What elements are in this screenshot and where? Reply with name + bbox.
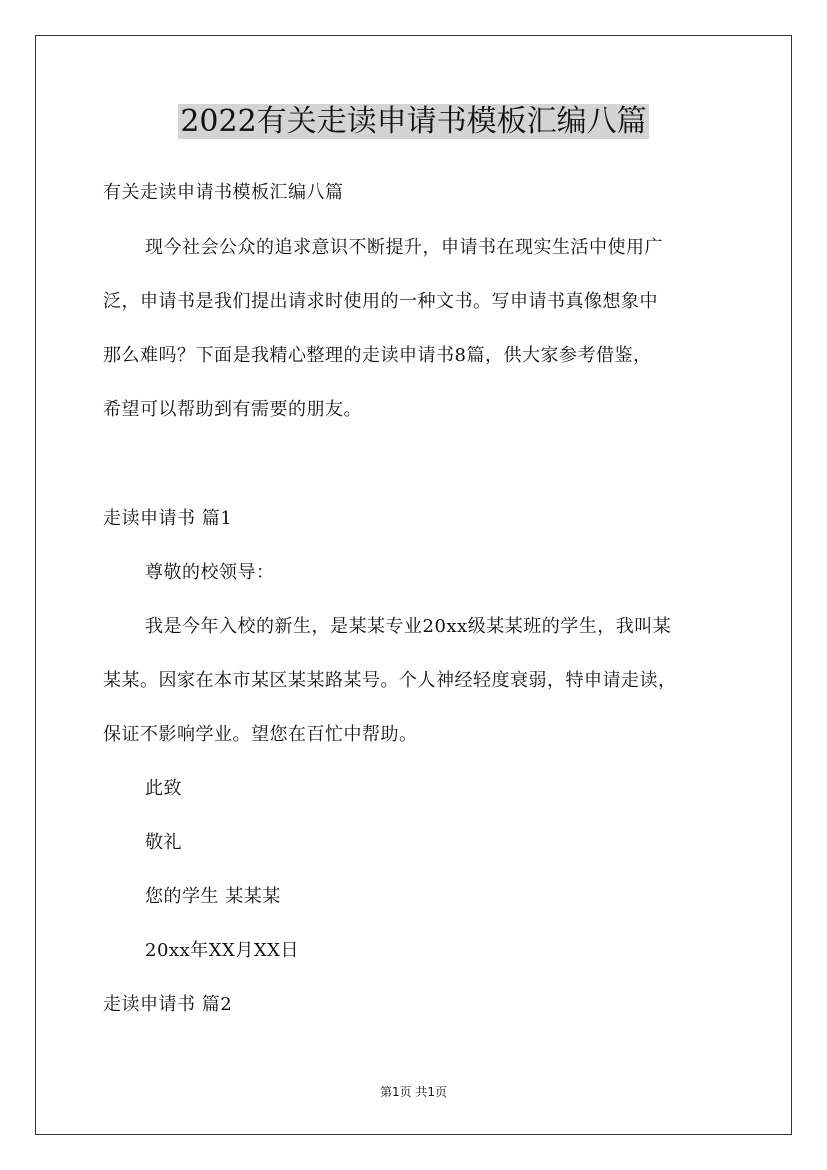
date: 20xx年XX月XX日 [145,940,299,961]
closing-line-2: 敬礼 [145,832,182,853]
subtitle: 有关走读申请书模板汇编八篇 [103,182,344,203]
body-line-3: 保证不影响学业。望您在百忙中帮助。 [103,724,418,745]
document-title [0,100,827,144]
section-heading-1: 走读申请书 篇1 [103,508,233,529]
signature: 您的学生 某某某 [145,886,281,907]
section-heading-2: 走读申请书 篇2 [103,994,233,1015]
intro-line-4: 希望可以帮助到有需要的朋友。 [103,399,362,420]
closing-line-1: 此致 [145,778,182,799]
intro-line-3: 那么难吗？下面是我精心整理的走读申请书8篇，供大家参考借鉴， [103,345,652,366]
document-title-text: 2022有关走读申请书模板汇编八篇 [180,104,647,139]
body-line-1: 我是今年入校的新生，是某某专业20xx级某某班的学生，我叫某 [145,616,672,637]
page-footer: 第1页 共1页 [379,1085,448,1099]
intro-line-2: 泛，申请书是我们提出请求时使用的一种文书。写申请书真像想象中 [103,291,658,312]
intro-line-1: 现今社会公众的追求意识不断提升，申请书在现实生活中使用广 [145,237,663,258]
body-line-2: 某某。因家在本市某区某某路某号。个人神经轻度衰弱，特申请走读， [103,670,677,691]
salutation: 尊敬的校领导： [145,562,275,583]
